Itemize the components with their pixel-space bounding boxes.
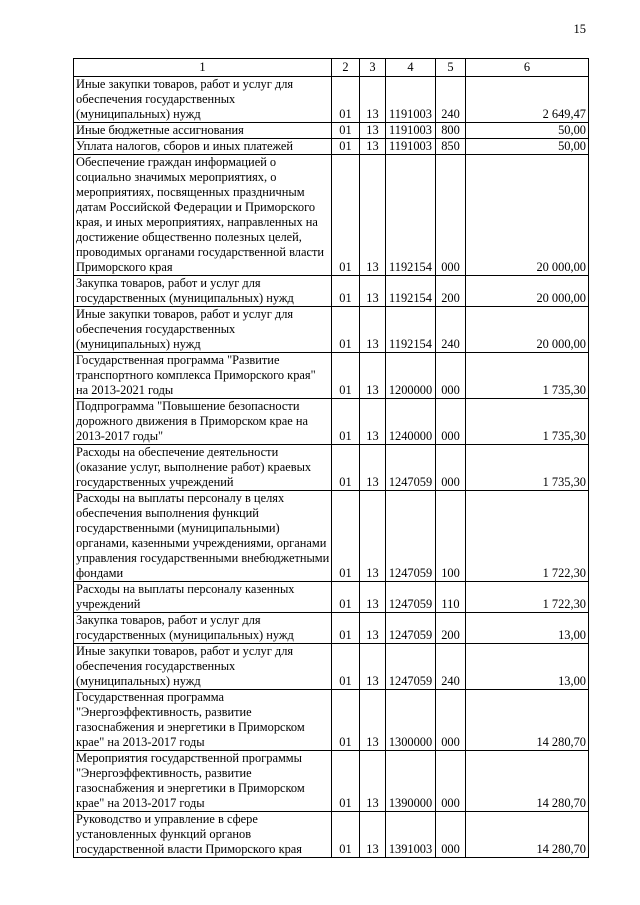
row-amount: 1 722,30 — [466, 491, 589, 582]
header-col-3: 3 — [360, 59, 386, 77]
row-expense-type: 000 — [436, 690, 466, 751]
row-description: Уплата налогов, сборов и иных платежей — [74, 139, 332, 155]
budget-table — [73, 58, 589, 858]
row-section: 01 — [332, 582, 360, 613]
table-row — [74, 812, 589, 858]
row-subsection: 13 — [360, 613, 386, 644]
row-target-code: 1247059 — [386, 491, 436, 582]
table-header-row — [74, 59, 589, 77]
row-amount: 50,00 — [466, 123, 589, 139]
row-subsection: 13 — [360, 139, 386, 155]
row-amount: 20 000,00 — [466, 276, 589, 307]
row-description: Иные закупки товаров, работ и услуг для обеспечения государственных (муниципальных) нужд — [74, 307, 332, 353]
row-subsection: 13 — [360, 77, 386, 123]
row-target-code: 1300000 — [386, 690, 436, 751]
row-subsection: 13 — [360, 353, 386, 399]
table-row — [74, 276, 589, 307]
row-target-code: 1247059 — [386, 445, 436, 491]
row-subsection: 13 — [360, 123, 386, 139]
row-subsection: 13 — [360, 582, 386, 613]
row-description: Закупка товаров, работ и услуг для государственных (муниципальных) нужд — [74, 276, 332, 307]
row-subsection: 13 — [360, 751, 386, 812]
row-description: Иные бюджетные ассигнования — [74, 123, 332, 139]
table-row — [74, 155, 589, 276]
table-row — [74, 77, 589, 123]
row-subsection: 13 — [360, 644, 386, 690]
row-expense-type: 100 — [436, 491, 466, 582]
row-amount: 1 735,30 — [466, 399, 589, 445]
row-section: 01 — [332, 139, 360, 155]
row-expense-type: 000 — [436, 399, 466, 445]
row-target-code: 1391003 — [386, 812, 436, 858]
row-section: 01 — [332, 276, 360, 307]
row-description: Государственная программа "Энергоэффективность, развитие газоснабжения и энергетики в Приморском крае" на 2013-2017 годы — [74, 690, 332, 751]
table-row — [74, 751, 589, 812]
row-target-code: 1247059 — [386, 613, 436, 644]
row-expense-type: 200 — [436, 276, 466, 307]
table-row — [74, 399, 589, 445]
row-section: 01 — [332, 644, 360, 690]
row-description: Расходы на обеспечение деятельности (оказание услуг, выполнение работ) краевых государственных учреждений — [74, 445, 332, 491]
row-expense-type: 000 — [436, 445, 466, 491]
row-amount: 1 735,30 — [466, 353, 589, 399]
row-expense-type: 000 — [436, 812, 466, 858]
row-subsection: 13 — [360, 155, 386, 276]
row-description: Государственная программа "Развитие транспортного комплекса Приморского края" на 2013-2021 годы — [74, 353, 332, 399]
row-amount: 14 280,70 — [466, 812, 589, 858]
row-expense-type: 850 — [436, 139, 466, 155]
row-subsection: 13 — [360, 445, 386, 491]
row-amount: 13,00 — [466, 613, 589, 644]
row-subsection: 13 — [360, 399, 386, 445]
row-description: Подпрограмма "Повышение безопасности дорожного движения в Приморском крае на 2013-2017 годы" — [74, 399, 332, 445]
table-row — [74, 445, 589, 491]
row-description: Расходы на выплаты персоналу в целях обеспечения выполнения функций государственными (муниципальными) органами, казенными учреждениями, органами управления государственными внебюджетными фондами — [74, 491, 332, 582]
row-expense-type: 000 — [436, 353, 466, 399]
row-section: 01 — [332, 445, 360, 491]
row-amount: 13,00 — [466, 644, 589, 690]
table-row — [74, 123, 589, 139]
row-expense-type: 240 — [436, 77, 466, 123]
header-col-2: 2 — [332, 59, 360, 77]
page-number: 15 — [573, 22, 586, 36]
header-col-4: 4 — [386, 59, 436, 77]
row-description: Обеспечение граждан информацией о социально значимых мероприятиях, о мероприятиях, посвященных праздничным датам Российской Федерации и Приморского края, и иных мероприятиях, направленных на достижение общественно полезных целей, проводимых органами государственной власти Приморского края — [74, 155, 332, 276]
table-row — [74, 690, 589, 751]
row-description: Закупка товаров, работ и услуг для государственных (муниципальных) нужд — [74, 613, 332, 644]
row-section: 01 — [332, 751, 360, 812]
table-row — [74, 644, 589, 690]
row-subsection: 13 — [360, 307, 386, 353]
row-section: 01 — [332, 353, 360, 399]
table-row — [74, 491, 589, 582]
row-expense-type: 800 — [436, 123, 466, 139]
row-amount: 20 000,00 — [466, 155, 589, 276]
row-amount: 2 649,47 — [466, 77, 589, 123]
row-amount: 1 735,30 — [466, 445, 589, 491]
row-expense-type: 110 — [436, 582, 466, 613]
row-target-code: 1390000 — [386, 751, 436, 812]
header-col-5: 5 — [436, 59, 466, 77]
row-target-code: 1192154 — [386, 307, 436, 353]
row-target-code: 1191003 — [386, 123, 436, 139]
row-amount: 14 280,70 — [466, 690, 589, 751]
row-section: 01 — [332, 155, 360, 276]
row-subsection: 13 — [360, 276, 386, 307]
row-expense-type: 000 — [436, 155, 466, 276]
row-expense-type: 240 — [436, 307, 466, 353]
row-amount: 14 280,70 — [466, 751, 589, 812]
table-row — [74, 353, 589, 399]
row-description: Руководство и управление в сфере установленных функций органов государственной власти Приморского края — [74, 812, 332, 858]
row-target-code: 1240000 — [386, 399, 436, 445]
row-subsection: 13 — [360, 812, 386, 858]
table-row — [74, 582, 589, 613]
row-expense-type: 200 — [436, 613, 466, 644]
row-section: 01 — [332, 307, 360, 353]
row-description: Расходы на выплаты персоналу казенных учреждений — [74, 582, 332, 613]
row-target-code: 1247059 — [386, 582, 436, 613]
row-section: 01 — [332, 812, 360, 858]
row-target-code: 1200000 — [386, 353, 436, 399]
row-target-code: 1191003 — [386, 139, 436, 155]
row-description: Мероприятия государственной программы "Энергоэффективность, развитие газоснабжения и энергетики в Приморском крае" на 2013-2017 годы — [74, 751, 332, 812]
row-target-code: 1191003 — [386, 77, 436, 123]
table-row — [74, 139, 589, 155]
row-section: 01 — [332, 399, 360, 445]
row-section: 01 — [332, 77, 360, 123]
row-target-code: 1192154 — [386, 155, 436, 276]
row-section: 01 — [332, 613, 360, 644]
table-row — [74, 307, 589, 353]
row-subsection: 13 — [360, 690, 386, 751]
row-amount: 20 000,00 — [466, 307, 589, 353]
row-description: Иные закупки товаров, работ и услуг для обеспечения государственных (муниципальных) нужд — [74, 77, 332, 123]
row-section: 01 — [332, 690, 360, 751]
row-section: 01 — [332, 123, 360, 139]
header-col-6: 6 — [466, 59, 589, 77]
row-target-code: 1192154 — [386, 276, 436, 307]
row-section: 01 — [332, 491, 360, 582]
header-col-1: 1 — [74, 59, 332, 77]
row-target-code: 1247059 — [386, 644, 436, 690]
row-amount: 1 722,30 — [466, 582, 589, 613]
row-amount: 50,00 — [466, 139, 589, 155]
row-expense-type: 240 — [436, 644, 466, 690]
table-row — [74, 613, 589, 644]
row-expense-type: 000 — [436, 751, 466, 812]
row-subsection: 13 — [360, 491, 386, 582]
row-description: Иные закупки товаров, работ и услуг для обеспечения государственных (муниципальных) нужд — [74, 644, 332, 690]
